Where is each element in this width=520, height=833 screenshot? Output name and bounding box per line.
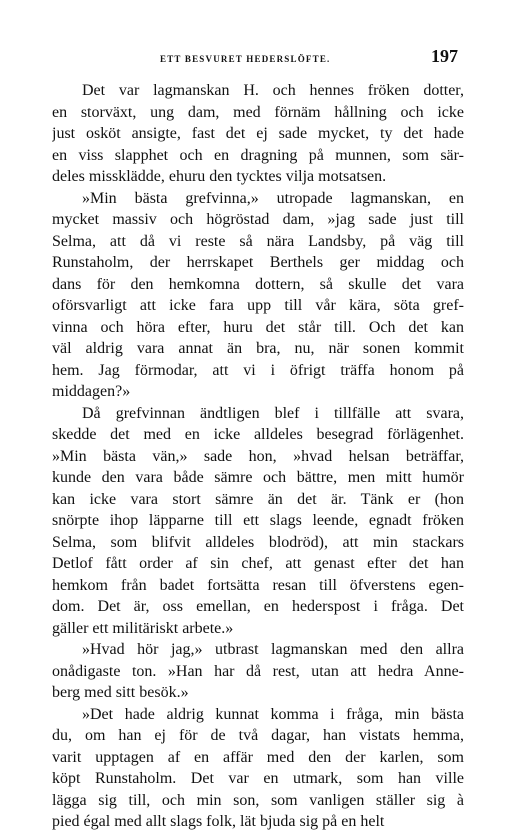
text-line: Det var lagmanskan H. och hennes fröken dotter, <box>82 82 464 99</box>
text-line: köpt Runstaholm. Det var en utmark, som han ville <box>52 770 464 787</box>
text-line: hem. Jag förmodar, att vi i öfrigt träffa honom på <box>52 361 464 379</box>
text-line: kunde den vara både sämre och bättre, men mitt humör <box>52 469 464 486</box>
text-line: mycket massiv och högröstad dam, »jag sade just till <box>52 211 464 228</box>
page-number: 197 <box>431 46 458 66</box>
text-line: deles missklädde, ehuru den tycktes vilja motsatsen. <box>52 168 387 185</box>
text-line: pied égal med allt slags folk, lät bjuda sig på en helt <box>52 813 385 830</box>
paragraph <box>52 188 464 403</box>
text-line: skedde det med en icke alldeles besegrad förlägenhet. <box>52 426 464 443</box>
text-line: Detlof fått order af sin chef, att genast efter det han <box>52 555 464 572</box>
text-line: en viss slapphet och en dragning på munnen, som sär- <box>52 146 464 164</box>
text-line: berg med sitt besök.» <box>52 684 189 701</box>
text-line: just osköt ansigte, fast det ej sade mycket, ty det hade <box>52 125 464 142</box>
text-line: Selma, som blifvit alldeles blodröd), att min stackars <box>52 533 464 551</box>
text-line: »Min bästa vän,» sade hon, »hvad helsan beträffar, <box>52 447 464 465</box>
text-line: lägga sig till, och min son, som vanligen ställer sig à <box>52 791 464 809</box>
text-line: Selma, att då vi reste så nära Landsby, på väg till <box>52 232 464 250</box>
body-text <box>52 80 464 833</box>
text-line: »Min bästa grefvinna,» utropade lagmanskan, en <box>82 189 464 207</box>
text-line: dom. Det är, oss emellan, en hederspost i fråga. Det <box>52 598 464 615</box>
paragraph <box>52 704 464 833</box>
text-line: dans för den hemkomna dottern, så skulle det vara <box>52 275 464 293</box>
text-line: väl aldrig vara annat än bra, nu, när sonen kommit <box>52 340 464 357</box>
text-line: gäller ett militäriskt arbete.» <box>52 619 234 637</box>
text-line: vinna och höra efter, huru det står till. Och det kan <box>52 318 464 336</box>
paragraph <box>52 403 464 640</box>
text-line: varit upptagen af en affär med den der karlen, som <box>52 748 464 766</box>
paragraph <box>52 80 464 188</box>
text-line: oförsvarligt att icke fara upp till vår kära, söta gref- <box>52 297 464 314</box>
text-line: »Det hade aldrig kunnat komma i fråga, min bästa <box>82 705 464 723</box>
text-line: Runstaholm, der herrskapet Berthels ger middag och <box>52 254 464 271</box>
running-head: ETT BESVURET HEDERSLÖFTE. <box>160 54 331 64</box>
text-line: onådigaste ton. »Han har då rest, utan att hedra Anne- <box>52 662 464 680</box>
text-line: Då grefvinnan ändtligen blef i tillfälle att svara, <box>82 404 464 422</box>
text-line: snörpte ihop läpparne till ett slags leende, egnadt fröken <box>52 512 464 529</box>
paragraph <box>52 639 464 704</box>
text-line: hemkom från badet fortsätta resan till öfverstens egen- <box>52 576 464 594</box>
text-line: middagen?» <box>52 383 131 400</box>
text-line: en storväxt, ung dam, med förnäm hållning och icke <box>52 103 464 121</box>
text-line: kan icke vara stort sämre än det är. Tänk er (hon <box>52 490 464 508</box>
text-line: du, om han ej för de två dagar, han vistats hemma, <box>52 727 464 744</box>
text-line: »Hvad hör jag,» utbrast lagmanskan med den allra <box>82 641 464 658</box>
page-header <box>0 46 520 72</box>
